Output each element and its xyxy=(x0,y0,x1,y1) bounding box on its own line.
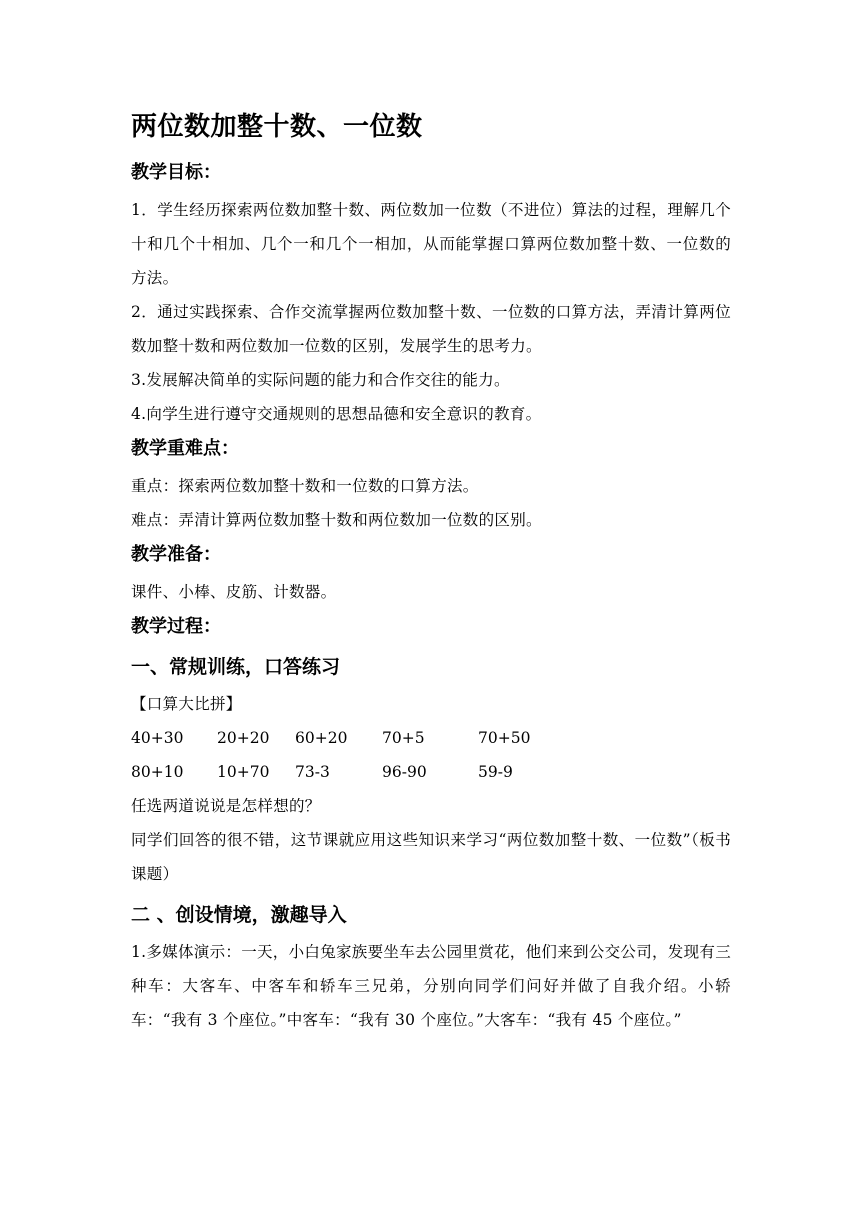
math-item: 20+20 xyxy=(217,729,270,747)
math-item: 60+20 xyxy=(295,729,348,747)
objectives-heading: 教学目标： xyxy=(131,162,221,183)
preparation-heading: 教学准备： xyxy=(131,544,221,565)
transition-text: 同学们回答的很不错，这节课就应用这些知识来学习“两位数加整十数、一位数”（板书课题） xyxy=(131,831,731,883)
objective-item-2: 2．通过实践探索、合作交流掌握两位数加整十数、一位数的口算方法，弄清计算两位数加整十数和两位数加一位数的区别，发展学生的思考力。 xyxy=(131,303,731,355)
objective-item-4: 4.向学生进行遵守交通规则的思想品德和安全意识的教育。 xyxy=(131,405,542,423)
mental-math-label: 【口算大比拼】 xyxy=(131,695,242,713)
mental-math-row-2 xyxy=(131,755,731,789)
math-item: 59-9 xyxy=(478,763,513,781)
section2-heading: 二 、创设情境，激趣导入 xyxy=(131,904,347,926)
math-item: 10+70 xyxy=(217,763,270,781)
document-page xyxy=(131,105,731,1037)
objective-item-3: 3.发展解决简单的实际问题的能力和合作交往的能力。 xyxy=(131,371,510,389)
math-item: 73-3 xyxy=(295,763,330,781)
question-text: 任选两道说说是怎样想的？ xyxy=(131,797,321,815)
math-item: 70+5 xyxy=(382,729,425,747)
math-item: 80+10 xyxy=(131,763,184,781)
math-item: 40+30 xyxy=(131,729,184,747)
mental-math-row-1 xyxy=(131,721,731,755)
key-point-focus: 重点：探索两位数加整十数和一位数的口算方法。 xyxy=(131,477,479,495)
section1-heading: 一、常规训练，口答练习 xyxy=(131,656,341,678)
document-title: 两位数加整十数、一位数 xyxy=(131,112,423,142)
process-heading: 教学过程： xyxy=(131,616,221,637)
key-point-difficulty: 难点：弄清计算两位数加整十数和两位数加一位数的区别。 xyxy=(131,511,542,529)
key-points-heading: 教学重难点： xyxy=(131,438,239,459)
objective-item-1: 1．学生经历探索两位数加整十数、两位数加一位数（不进位）算法的过程，理解几个十和几个十相加、几个一和几个一相加，从而能掌握口算两位数加整十数、一位数的方法。 xyxy=(131,201,731,287)
math-item: 96-90 xyxy=(382,763,427,781)
math-item: 70+50 xyxy=(478,729,531,747)
section2-text: 1.多媒体演示：一天，小白兔家族要坐车去公园里赏花，他们来到公交公司，发现有三种车：大客车、中客车和轿车三兄弟，分别向同学们问好并做了自我介绍。小轿车：“我有 3 个座位。”中客车：“我有 30 个座位。”大客车：“我有 45 个座位。” xyxy=(131,943,731,1029)
preparation-text: 课件、小棒、皮筋、计数器。 xyxy=(131,583,337,601)
